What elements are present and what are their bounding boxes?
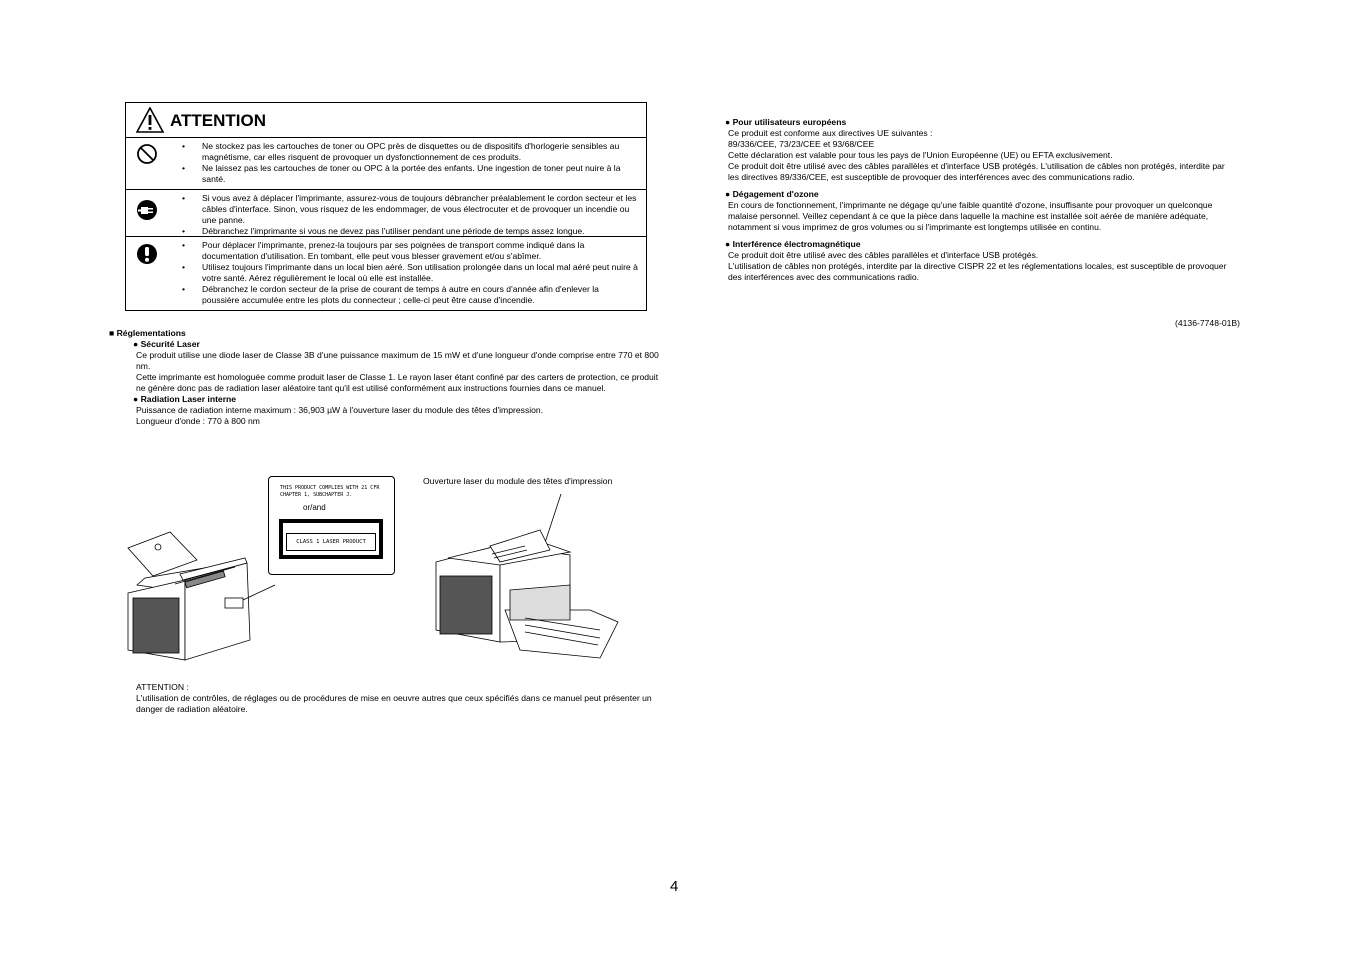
laser-safety-heading: ● Sécurité Laser bbox=[133, 339, 200, 349]
label-line: THIS PRODUCT COMPLIES WITH 21 CFR bbox=[280, 485, 380, 491]
prohibition-icon bbox=[136, 143, 158, 165]
emi-text: Ce produit doit être utilisé avec des câbles parallèles et d'interface USB protégés. bbox=[728, 250, 1039, 260]
laser-compliance-label bbox=[268, 476, 395, 575]
attention-item: • Ne laissez pas les cartouches de toner ou OPC à la portée des enfants. Une ingestion de toner peut nuire à la santé. bbox=[182, 163, 638, 185]
eu-text: Ce produit doit être utilisé avec des câbles parallèles et d'interface USB protégés. L'utilisation de câbles non protégés, interdite par les directives 89/336/CEE, est susceptible de provoquer des interférences avec des communications radio. bbox=[728, 161, 1225, 182]
internal-radiation-heading: ● Radiation Laser interne bbox=[133, 394, 237, 404]
warning-triangle-icon bbox=[136, 107, 164, 133]
label-line: CHAPTER 1, SUBCHAPTER J. bbox=[280, 492, 353, 498]
ozone-heading: ● Dégagement d'ozone bbox=[725, 189, 819, 199]
eu-text: 89/336/CEE, 73/23/CEE et 93/68/CEE bbox=[728, 139, 875, 149]
emi-text: L'utilisation de câbles non protégés, interdite par la directive CISPR 22 et les réglementations locales, est susceptible de provoquer des interférences avec des communications radio. bbox=[728, 261, 1227, 282]
attention-item: • Pour déplacer l'imprimante, prenez-la toujours par ses poignées de transport comme indiqué dans la documentation d'utilisation. En tombant, elle peut vous blesser gravement et/ou s'abîmer. bbox=[182, 240, 638, 262]
attention-title: ATTENTION bbox=[170, 111, 267, 130]
attention-item: • Débranchez l'imprimante si vous ne devez pas l'utiliser pendant une période de temps assez longue. bbox=[182, 226, 638, 237]
printer-illustration-left bbox=[125, 530, 275, 665]
emi-heading: ● Interférence électromagnétique bbox=[725, 239, 861, 249]
exclamation-icon bbox=[136, 242, 158, 266]
laser-safety-text: Ce produit utilise une diode laser de Classe 3B d'une puissance maximum de 15 mW et d'une longueur d'onde comprise entre 770 et 800 nm. bbox=[136, 350, 659, 371]
printer-illustration-right bbox=[430, 490, 620, 665]
internal-radiation-text: Longueur d'onde : 770 à 800 nm bbox=[136, 416, 260, 426]
attention-item: • Débranchez le cordon secteur de la prise de courant de temps à autre en cours d'année afin d'enlever la poussière accumulée entre les plots du connecteur ; celle-ci peut être cause d'incendie. bbox=[182, 284, 638, 306]
note-text: L'utilisation de contrôles, de réglages ou de procédures de mise en oeuvre autres que ceux spécifiés dans ce manuel peut présenter un danger de radiation aléatoire. bbox=[136, 693, 652, 714]
emi-section bbox=[725, 239, 1235, 283]
laser-aperture-caption: Ouverture laser du module des têtes d'impression bbox=[423, 476, 613, 486]
attention-box bbox=[125, 102, 647, 311]
attention-note bbox=[136, 682, 676, 715]
attention-row-prohibition bbox=[126, 138, 646, 190]
page-number: 4 bbox=[670, 878, 679, 895]
document-reference: (4136-7748-01B) bbox=[1175, 318, 1240, 328]
laser-safety-text: Cette imprimante est homologuée comme produit laser de Classe 1. Le rayon laser étant confiné par des carters de protection, ce produit ne génère donc pas de radiation laser aléatoire tant qu'il est utilisé conformément aux instructions fournies dans ce manuel. bbox=[136, 372, 659, 393]
class1-label-text: CLASS 1 LASER PRODUCT bbox=[286, 533, 376, 551]
label-or-and: or/and bbox=[303, 503, 326, 512]
eu-text: Cette déclaration est valable pour tous les pays de l'Union Européenne (UE) ou EFTA exclusivement. bbox=[728, 150, 1113, 160]
attention-item: • Utilisez toujours l'imprimante dans un local bien aéré. Son utilisation prolongée dans un local mal aéré peut nuire à votre santé. Aérez régulièrement le local où elle est installée. bbox=[182, 262, 638, 284]
note-title: ATTENTION : bbox=[136, 682, 189, 692]
class1-label-box bbox=[279, 519, 383, 559]
attention-item: • Si vous avez à déplacer l'imprimante, assurez-vous de toujours débrancher préalablement le cordon secteur et les câbles d'interface. Sinon, vous risquez de les endommager, de vous électrocuter et de provoquer un incendie ou une panne. bbox=[182, 193, 638, 226]
attention-row-exclamation bbox=[126, 237, 646, 311]
internal-radiation-text: Puissance de radiation interne maximum : 36,903 µW à l'ouverture laser du module des têtes d'impression. bbox=[136, 405, 544, 415]
unplug-icon bbox=[136, 198, 158, 222]
ozone-text: En cours de fonctionnement, l'imprimante ne dégage qu'une faible quantité d'ozone, insuffisante pour provoquer un quelconque malaise personnel. Veillez cependant à ce que la pièce dans laquelle la machine est installée soit aérée de manière adéquate, notamment si vous imprimez de gros volumes ou si l'imprimante est longtemps utilisée en continu. bbox=[728, 200, 1213, 232]
attention-row-unplug bbox=[126, 190, 646, 237]
attention-item: • Ne stockez pas les cartouches de toner ou OPC près de disquettes ou de dispositifs d'horlogerie sensibles au magnétisme, car elles risquent de provoquer un dysfonctionnement de ces produits. bbox=[182, 141, 638, 163]
eu-section bbox=[725, 117, 1235, 183]
right-column bbox=[725, 117, 1235, 289]
eu-heading: ● Pour utilisateurs européens bbox=[725, 117, 847, 127]
attention-header bbox=[126, 103, 646, 138]
regulations-heading: ■ Réglementations bbox=[109, 328, 186, 338]
eu-text: Ce produit est conforme aux directives UE suivantes : bbox=[728, 128, 933, 138]
ozone-section bbox=[725, 189, 1235, 233]
regulations-section bbox=[109, 328, 669, 427]
